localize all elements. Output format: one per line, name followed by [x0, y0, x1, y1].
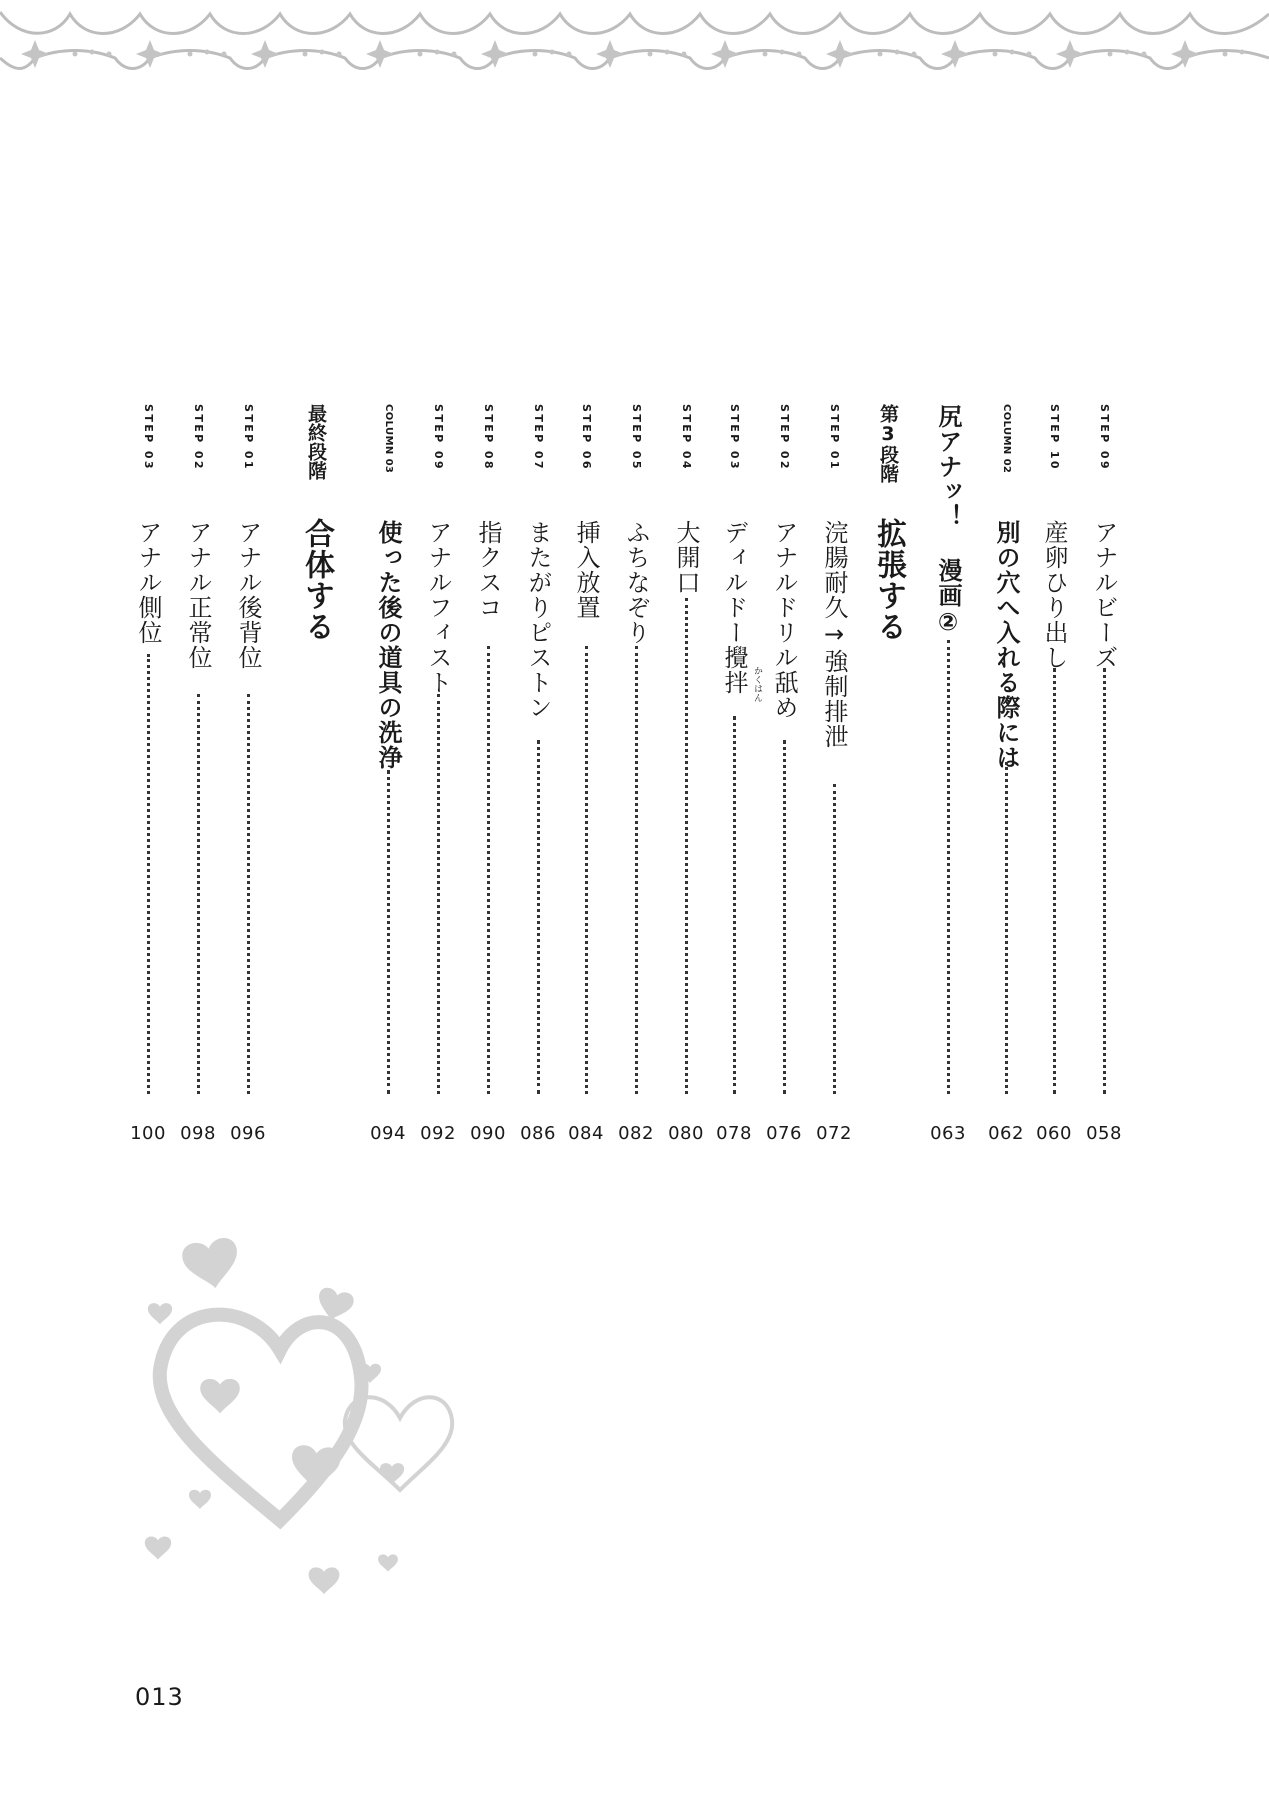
page-number: 080	[668, 1123, 704, 1144]
leader-dots	[537, 740, 540, 1094]
column-label: COLUMN 02	[1001, 404, 1012, 474]
furigana: かくはん	[752, 666, 762, 702]
leader-dots	[1005, 762, 1008, 1094]
leader-dots	[247, 694, 250, 1094]
page-number: 063	[930, 1123, 966, 1144]
toc-entry[interactable]	[470, 404, 506, 1144]
entry-title: 指クスコ	[474, 520, 502, 620]
step-label: STEP 04	[680, 404, 693, 471]
entry-title: 尻アナッ！ 漫画②	[934, 404, 962, 637]
page-number: 058	[1086, 1123, 1122, 1144]
toc-entry[interactable]	[816, 404, 852, 1144]
toc-entry[interactable]	[766, 404, 802, 1144]
leader-dots	[783, 740, 786, 1094]
toc-entry[interactable]	[230, 404, 266, 1144]
step-label: STEP 07	[532, 404, 545, 471]
page-number: 094	[370, 1123, 406, 1144]
entry-title: またがりピストン	[524, 520, 552, 720]
page-number: 098	[180, 1123, 216, 1144]
entry-title: アナル側位	[134, 520, 162, 645]
page-number: 090	[470, 1123, 506, 1144]
step-label: STEP 10	[1048, 404, 1061, 471]
entry-title: アナルビーズ	[1090, 520, 1118, 670]
entry-title: 別の穴へ入れる際には	[992, 520, 1020, 770]
toc-entry[interactable]	[668, 404, 704, 1144]
leader-dots	[685, 598, 688, 1094]
hearts-illustration	[130, 1220, 500, 1620]
entry-title: ふちなぞり	[622, 520, 650, 645]
step-label: STEP 01	[242, 404, 255, 471]
chapter-title: 拡張する	[871, 518, 906, 642]
toc-entry[interactable]	[180, 404, 216, 1144]
entry-title: ディルドー攪拌	[720, 520, 748, 695]
toc-entry[interactable]	[930, 404, 966, 1144]
step-label: STEP 02	[192, 404, 205, 471]
page-number: 078	[716, 1123, 752, 1144]
page-number: 076	[766, 1123, 802, 1144]
leader-dots	[387, 770, 390, 1094]
decorative-lace-border	[0, 0, 1269, 100]
step-label: STEP 09	[432, 404, 445, 471]
leader-dots	[733, 716, 736, 1094]
page-number: 062	[988, 1123, 1024, 1144]
toc-entry[interactable]	[130, 404, 166, 1144]
chapter-label: 第3段階	[877, 404, 899, 483]
leader-dots	[1103, 668, 1106, 1094]
toc-entry[interactable]	[618, 404, 654, 1144]
leader-dots	[437, 694, 440, 1094]
leader-dots	[1053, 668, 1056, 1094]
page-number: 084	[568, 1123, 604, 1144]
toc-entry[interactable]	[370, 404, 406, 1144]
step-label: STEP 03	[728, 404, 741, 471]
chapter-title: 合体する	[299, 518, 334, 642]
toc-entry[interactable]	[1086, 404, 1122, 1144]
chapter-heading	[298, 404, 334, 1144]
entry-title: アナル後背位	[234, 520, 262, 670]
entry-title: 使った後の道具の洗浄	[374, 520, 402, 770]
page-number: 072	[816, 1123, 852, 1144]
leader-dots	[833, 784, 836, 1094]
entry-title: 大開口	[672, 520, 700, 595]
page-number: 100	[130, 1123, 166, 1144]
page-number: 060	[1036, 1123, 1072, 1144]
toc-entry[interactable]	[568, 404, 604, 1144]
page-number-folio: 013	[135, 1683, 184, 1711]
step-label: STEP 02	[778, 404, 791, 471]
leader-dots	[487, 646, 490, 1094]
entry-title: アナルドリル舐め	[770, 520, 798, 720]
chapter-heading	[870, 404, 906, 1144]
step-label: STEP 01	[828, 404, 841, 471]
column-label: COLUMN 03	[383, 404, 394, 474]
leader-dots	[147, 654, 150, 1094]
page-number: 086	[520, 1123, 556, 1144]
entry-title: 挿入放置	[572, 520, 600, 620]
step-label: STEP 09	[1098, 404, 1111, 471]
page-number: 092	[420, 1123, 456, 1144]
step-label: STEP 06	[580, 404, 593, 471]
toc-entry[interactable]	[1036, 404, 1072, 1144]
leader-dots	[197, 694, 200, 1094]
step-label: STEP 03	[142, 404, 155, 471]
toc-entry[interactable]	[520, 404, 556, 1144]
step-label: STEP 05	[630, 404, 643, 471]
leader-dots	[585, 646, 588, 1094]
entry-title: 産卵ひり出し	[1040, 520, 1068, 670]
leader-dots	[635, 646, 638, 1094]
entry-title: アナル正常位	[184, 520, 212, 670]
leader-dots	[947, 640, 950, 1094]
toc-entry[interactable]	[988, 404, 1024, 1144]
entry-title: アナルフィスト	[424, 520, 452, 695]
entry-title: 浣腸耐久→強制排泄	[820, 520, 848, 749]
toc-entry[interactable]	[420, 404, 456, 1144]
page-number: 082	[618, 1123, 654, 1144]
page-number: 096	[230, 1123, 266, 1144]
chapter-label: 最終段階	[305, 404, 327, 480]
toc-entry[interactable]	[716, 404, 762, 1144]
step-label: STEP 08	[482, 404, 495, 471]
